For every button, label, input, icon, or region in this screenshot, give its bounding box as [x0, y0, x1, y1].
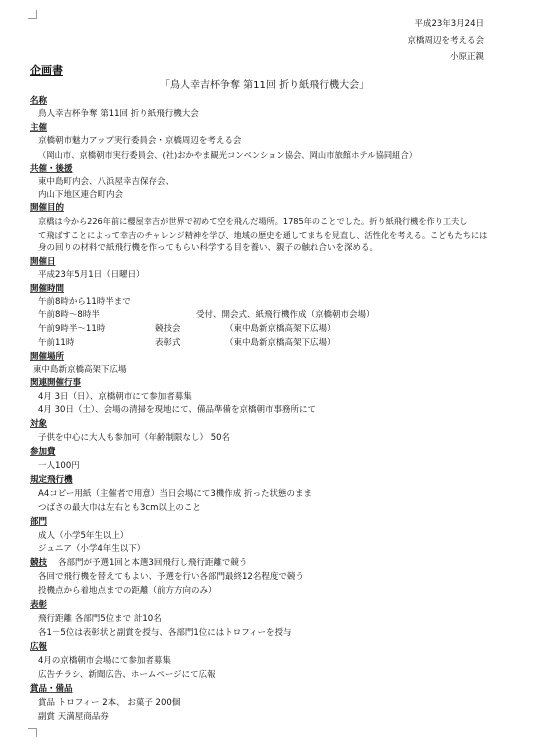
section-heading: 開催場所: [30, 352, 65, 362]
schedule-place: （東中島新京橋高架下広場）: [225, 338, 336, 348]
section-text: 子供を中心に大人も参加可（年齢制限なし） 50名: [38, 433, 231, 443]
header-org: 京橋周辺を考える会: [407, 36, 484, 46]
section-text: ジュニア（小学4年生以下）: [38, 544, 146, 554]
section-heading: 関連開催行事: [30, 378, 82, 388]
schedule-time: 午前9時半～11時: [38, 324, 106, 334]
section-text: 鳥人幸吉杯争奪 第11回 折り紙飛行機大会: [38, 109, 199, 119]
section-text: て飛ばすことによって幸吉のチャレンジ精神を学び、地域の歴史を通してまちを見直し、活性化を考える。こどもたちには: [38, 230, 488, 240]
section-heading: 部門: [30, 517, 48, 527]
header-author: 小原正親: [449, 52, 484, 62]
schedule-event: 表彰式: [155, 338, 181, 348]
section-heading: 主催: [30, 123, 48, 133]
section-text: 各回で飛行機を替えてもよい、予選を行い各部門最終12名程度で競う: [38, 572, 304, 582]
schedule-time: 午前11時: [38, 338, 75, 348]
section-heading: 開催目的: [30, 203, 65, 213]
section-text: 広告チラシ、新聞広告、ホームページにて広報: [38, 670, 216, 680]
section-text: 4月 3日（日）、京橋朝市にて参加者募集: [38, 392, 192, 402]
section-heading: 共催・後援: [30, 164, 73, 174]
section-text: 東中島新京橋高架下広場: [33, 365, 127, 375]
section-text: 副賞 天満屋商品券: [38, 712, 109, 722]
section-text: 投機点から着地点までの距離（前方方向のみ）: [38, 586, 217, 596]
section-heading: 対象: [30, 419, 48, 429]
section-text: 4月の京橋朝市会場にて参加者募集: [38, 656, 171, 666]
section-heading: 開催時間: [30, 284, 65, 294]
event-title: 「鳥人幸吉杯争奪 第11回 折り紙飛行機大会」: [160, 80, 370, 91]
section-heading: 規定飛行機: [30, 475, 73, 485]
section-text: 平成23年5月1日（日曜日）: [38, 270, 145, 280]
section-text: 一人100円: [38, 461, 80, 471]
section-heading: 広報: [30, 642, 48, 652]
section-text: つばさの最大巾は左右とも3cm以上のこと: [38, 503, 201, 513]
section-heading: 賞品・備品: [30, 684, 73, 694]
schedule-event: 競技会: [155, 324, 181, 334]
corner-crop-mark: [28, 10, 37, 19]
section-text: 身の回りの材料で紙飛行機を作ってもらい科学する目を養い、親子の触れ合いを深める。: [38, 243, 379, 253]
section-text: 成人（小学5年生以上）: [38, 531, 129, 541]
section-text: 賞品 トロフィー 2本、 お菓子 200個: [38, 698, 181, 708]
corner-crop-mark: [28, 728, 37, 737]
section-text: 飛行距離 各部門5位まで 計10名: [38, 614, 162, 624]
section-text: 各部門が予選1回と本選3回飛行し飛行距離で競う: [58, 558, 248, 568]
section-text: 午前8時から11時半まで: [38, 297, 131, 307]
section-text: 内山下地区連合町内会: [38, 190, 124, 200]
schedule-time: 午前8時～8時半: [38, 310, 100, 320]
section-text: 4月 30日（土）、会場の清掃を現地にて、備品準備を京橋朝市事務所にて: [38, 405, 317, 415]
schedule-place: 受付、開会式、紙飛行機作成（京橋朝市会場）: [196, 310, 375, 320]
section-text: 京橋朝市魅力アップ実行委員会・京橋周辺を考える会: [38, 136, 242, 146]
section-heading: 参加費: [30, 447, 56, 457]
section-text: 各1－5位は表彰状と副賞を授与、各部門1位にはトロフィーを授与: [38, 628, 292, 638]
section-text: A4コピー用紙（主催者で用意）当日会場にて3機作成 折った状態のまま: [38, 489, 312, 499]
section-text: （岡山市、京橋朝市実行委員会、(社)おかやま観光コンベンション協会、岡山市旅館ホテル協同組合）: [38, 150, 418, 160]
section-heading: 競技: [30, 558, 48, 568]
doc-label: 企画書: [30, 64, 63, 77]
section-heading: 表彰: [30, 600, 48, 610]
section-heading: 開催日: [30, 257, 56, 267]
schedule-place: （東中島新京橋高架下広場）: [225, 324, 336, 334]
section-heading: 名称: [30, 96, 48, 106]
header-date: 平成23年3月24日: [414, 19, 484, 29]
section-text: 京橋は今から226年前に櫻屋幸吉が世界で初めて空を飛んだ場所。1785年のことでした。折り紙飛行機を作り工夫し: [38, 216, 468, 226]
section-text: 東中島町内会、八浜屋幸吉保存会、: [38, 177, 175, 187]
